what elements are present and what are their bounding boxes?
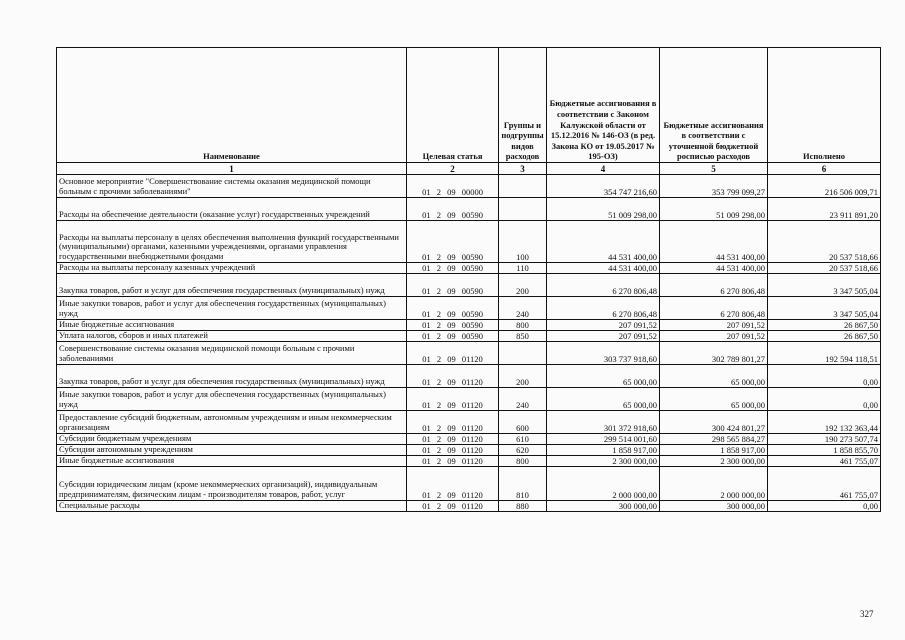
row-group: 600 <box>499 411 547 434</box>
row-name: Субсидии бюджетным учреждениям <box>57 434 407 445</box>
row-name: Иные бюджетные ассигнования <box>57 320 407 331</box>
row-target-code: 01 2 09 00590 <box>407 331 499 342</box>
row-law-amount: 207 091,52 <box>547 320 660 331</box>
row-target-code: 01 2 09 00590 <box>407 274 499 297</box>
row-refined-amount: 2 300 000,00 <box>660 456 768 467</box>
row-name: Закупка товаров, работ и услуг для обеспечения государственных (муниципальных) нужд <box>57 274 407 297</box>
row-executed-amount: 26 867,50 <box>768 331 881 342</box>
row-law-amount: 6 270 806,48 <box>547 274 660 297</box>
row-name: Уплата налогов, сборов и иных платежей <box>57 331 407 342</box>
row-executed-amount: 192 594 118,51 <box>768 342 881 365</box>
row-executed-amount: 1 858 855,70 <box>768 445 881 456</box>
row-name: Субсидии автономным учреждениям <box>57 445 407 456</box>
row-name: Субсидии юридическим лицам (кроме некоммерческих организаций), индивидуальным предпринимателям, физическим лицам - производителям товаров, работ, услуг <box>57 467 407 501</box>
table-row <box>57 221 881 263</box>
table-row <box>57 297 881 320</box>
row-name: Основное мероприятие "Совершенствование системы оказания медицинской помощи больным с прочими заболеваниями" <box>57 175 407 198</box>
table-row <box>57 501 881 512</box>
row-name: Иные закупки товаров, работ и услуг для обеспечения государственных (муниципальных) нужд <box>57 388 407 411</box>
row-refined-amount: 207 091,52 <box>660 320 768 331</box>
row-executed-amount: 0,00 <box>768 501 881 512</box>
row-law-amount: 51 009 298,00 <box>547 198 660 221</box>
row-refined-amount: 51 009 298,00 <box>660 198 768 221</box>
table-row <box>57 467 881 501</box>
row-executed-amount: 3 347 505,04 <box>768 297 881 320</box>
row-executed-amount: 20 537 518,66 <box>768 221 881 263</box>
row-refined-amount: 65 000,00 <box>660 365 768 388</box>
row-name: Расходы на выплаты персоналу казенных учреждений <box>57 263 407 274</box>
row-group: 200 <box>499 274 547 297</box>
row-refined-amount: 65 000,00 <box>660 388 768 411</box>
row-group: 240 <box>499 388 547 411</box>
row-refined-amount: 1 858 917,00 <box>660 445 768 456</box>
table-row <box>57 445 881 456</box>
row-target-code: 01 2 09 01120 <box>407 456 499 467</box>
header-law: Бюджетные ассигнования в соответствии с Законом Калужской области от 15.12.2016 № 146-ОЗ (в ред. Закона КО от 19.05.2017 № 195-ОЗ) <box>547 48 660 163</box>
row-refined-amount: 300 000,00 <box>660 501 768 512</box>
row-executed-amount: 192 132 363,44 <box>768 411 881 434</box>
row-executed-amount: 20 537 518,66 <box>768 263 881 274</box>
header-row <box>57 48 881 163</box>
row-refined-amount: 6 270 806,48 <box>660 297 768 320</box>
row-refined-amount: 6 270 806,48 <box>660 274 768 297</box>
row-law-amount: 2 000 000,00 <box>547 467 660 501</box>
row-executed-amount: 3 347 505,04 <box>768 274 881 297</box>
row-name: Иные бюджетные ассигнования <box>57 456 407 467</box>
table-row <box>57 331 881 342</box>
row-target-code: 01 2 09 00590 <box>407 221 499 263</box>
row-target-code: 01 2 09 00590 <box>407 263 499 274</box>
row-law-amount: 299 514 001,60 <box>547 434 660 445</box>
row-executed-amount: 461 755,07 <box>768 467 881 501</box>
row-refined-amount: 2 000 000,00 <box>660 467 768 501</box>
table-row <box>57 198 881 221</box>
row-name: Иные закупки товаров, работ и услуг для обеспечения государственных (муниципальных) нужд <box>57 297 407 320</box>
header-target <box>407 48 499 163</box>
row-executed-amount: 0,00 <box>768 365 881 388</box>
row-group <box>499 175 547 198</box>
table-row <box>57 175 881 198</box>
row-group: 620 <box>499 445 547 456</box>
row-group: 800 <box>499 456 547 467</box>
row-refined-amount: 44 531 400,00 <box>660 263 768 274</box>
row-group: 810 <box>499 467 547 501</box>
budget-table <box>56 47 881 512</box>
column-number-row <box>57 163 881 175</box>
row-target-code: 01 2 09 01120 <box>407 388 499 411</box>
table-row <box>57 388 881 411</box>
row-target-code: 01 2 09 00590 <box>407 297 499 320</box>
table-row <box>57 274 881 297</box>
row-target-code: 01 2 09 01120 <box>407 467 499 501</box>
row-refined-amount: 353 799 099,27 <box>660 175 768 198</box>
row-law-amount: 44 531 400,00 <box>547 221 660 263</box>
table-row <box>57 411 881 434</box>
table-row <box>57 434 881 445</box>
table-row <box>57 320 881 331</box>
header-groups: Группы и подгруппы видов расходов <box>499 48 547 163</box>
column-number-3: 3 <box>499 163 547 175</box>
row-law-amount: 300 000,00 <box>547 501 660 512</box>
row-refined-amount: 300 424 801,27 <box>660 411 768 434</box>
row-name: Предоставление субсидий бюджетным, автономным учреждениям и иным некоммерческим организациям <box>57 411 407 434</box>
row-group: 800 <box>499 320 547 331</box>
row-executed-amount: 23 911 891,20 <box>768 198 881 221</box>
row-group <box>499 342 547 365</box>
row-group <box>499 198 547 221</box>
row-refined-amount: 298 565 884,27 <box>660 434 768 445</box>
row-executed-amount: 216 506 009,71 <box>768 175 881 198</box>
row-law-amount: 65 000,00 <box>547 365 660 388</box>
table-row <box>57 342 881 365</box>
header-name: Наименование <box>57 48 407 163</box>
table-row <box>57 263 881 274</box>
row-target-code: 01 2 09 01120 <box>407 411 499 434</box>
row-target-code: 01 2 09 01120 <box>407 434 499 445</box>
row-group: 200 <box>499 365 547 388</box>
row-law-amount: 301 372 918,60 <box>547 411 660 434</box>
column-number-6: 6 <box>768 163 881 175</box>
row-refined-amount: 44 531 400,00 <box>660 221 768 263</box>
header-refined: Бюджетные ассигнования в соответствии с уточненной бюджетной росписью расходов <box>660 48 768 163</box>
row-group: 880 <box>499 501 547 512</box>
row-law-amount: 2 300 000,00 <box>547 456 660 467</box>
row-target-code: 01 2 09 00590 <box>407 320 499 331</box>
row-executed-amount: 461 755,07 <box>768 456 881 467</box>
row-refined-amount: 302 789 801,27 <box>660 342 768 365</box>
header-target-label: Целевая статья <box>422 151 483 162</box>
header-executed: Исполнено <box>768 48 881 163</box>
row-target-code: 01 2 09 00000 <box>407 175 499 198</box>
row-group: 240 <box>499 297 547 320</box>
row-law-amount: 44 531 400,00 <box>547 263 660 274</box>
page-number: 327 <box>860 609 874 619</box>
column-number-4: 4 <box>547 163 660 175</box>
row-name: Расходы на выплаты персоналу в целях обеспечения выполнения функций государственными (муниципальными) органами, казенными учреждениями, органами управления государственными внебюджетными фондами <box>57 221 407 263</box>
row-name: Расходы на обеспечение деятельности (оказание услуг) государственных учреждений <box>57 198 407 221</box>
row-group: 850 <box>499 331 547 342</box>
row-law-amount: 1 858 917,00 <box>547 445 660 456</box>
row-law-amount: 207 091,52 <box>547 331 660 342</box>
row-law-amount: 6 270 806,48 <box>547 297 660 320</box>
table-body <box>57 175 881 512</box>
column-number-1: 1 <box>57 163 407 175</box>
row-group: 110 <box>499 263 547 274</box>
row-refined-amount: 207 091,52 <box>660 331 768 342</box>
row-group: 610 <box>499 434 547 445</box>
row-name: Закупка товаров, работ и услуг для обеспечения государственных (муниципальных) нужд <box>57 365 407 388</box>
row-law-amount: 303 737 918,60 <box>547 342 660 365</box>
row-target-code: 01 2 09 01120 <box>407 342 499 365</box>
row-name: Специальные расходы <box>57 501 407 512</box>
row-executed-amount: 26 867,50 <box>768 320 881 331</box>
row-group: 100 <box>499 221 547 263</box>
row-executed-amount: 190 273 507,74 <box>768 434 881 445</box>
row-target-code: 01 2 09 00590 <box>407 198 499 221</box>
row-law-amount: 65 000,00 <box>547 388 660 411</box>
column-number-5: 5 <box>660 163 768 175</box>
table-row <box>57 365 881 388</box>
row-target-code: 01 2 09 01120 <box>407 501 499 512</box>
row-target-code: 01 2 09 01120 <box>407 445 499 456</box>
row-executed-amount: 0,00 <box>768 388 881 411</box>
row-target-code: 01 2 09 01120 <box>407 365 499 388</box>
row-law-amount: 354 747 216,60 <box>547 175 660 198</box>
table-row <box>57 456 881 467</box>
row-name: Совершенствование системы оказания медицинской помощи больным с прочими заболеваниями <box>57 342 407 365</box>
column-number-2: 2 <box>407 163 499 175</box>
